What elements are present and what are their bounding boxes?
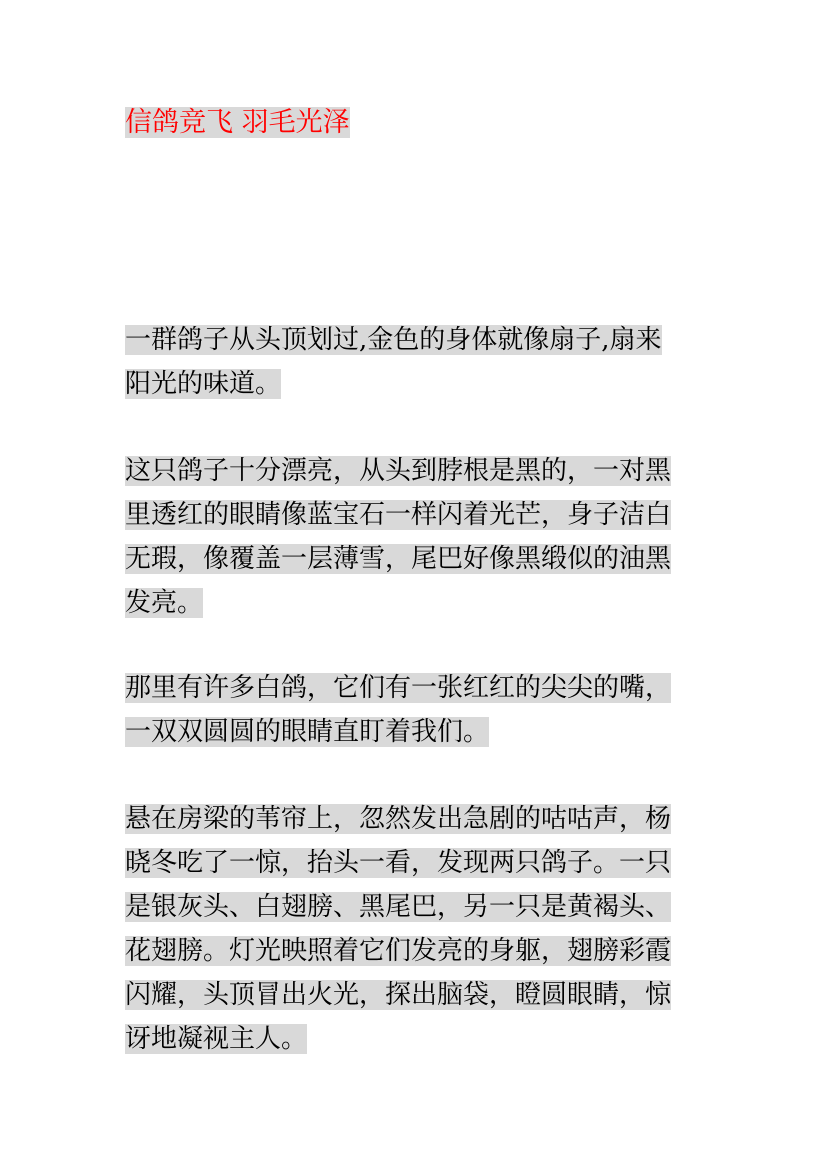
- paragraph-line: 阳光的味道。: [125, 369, 282, 399]
- paragraph-line: 花翅膀。灯光映照着它们发亮的身躯，翅膀彩霞: [125, 936, 672, 966]
- paragraph-line: 那里有许多白鸽，它们有一张红红的尖尖的嘴，: [125, 673, 672, 703]
- paragraph-line: 一双双圆圆的眼睛直盯着我们。: [125, 717, 490, 747]
- paragraph-line: 一群鸽子从头顶划过,金色的身体就像扇子,扇来: [125, 325, 662, 355]
- paragraph-2: [125, 449, 705, 625]
- document-title: [125, 104, 350, 142]
- title-text: 信鸽竞飞 羽毛光泽: [125, 107, 350, 138]
- paragraph-3: [125, 666, 705, 754]
- paragraph-4: [125, 797, 705, 1061]
- paragraph-line: 讶地凝视主人。: [125, 1024, 308, 1054]
- paragraph-line: 晓冬吃了一惊，抬头一看，发现两只鸽子。一只: [125, 848, 672, 878]
- paragraph-line: 是银灰头、白翅膀、黑尾巴，另一只是黄褐头、: [125, 892, 672, 922]
- paragraph-line: 里透红的眼睛像蓝宝石一样闪着光芒，身子洁白: [125, 500, 672, 530]
- paragraph-1: [125, 318, 705, 406]
- paragraph-line: 无瑕，像覆盖一层薄雪，尾巴好像黑缎似的油黑: [125, 544, 672, 574]
- paragraph-line: 这只鸽子十分漂亮，从头到脖根是黑的，一对黑: [125, 456, 672, 486]
- paragraph-line: 闪耀，头顶冒出火光，探出脑袋，瞪圆眼睛，惊: [125, 980, 672, 1010]
- paragraph-line: 悬在房梁的苇帘上，忽然发出急剧的咕咕声，杨: [125, 804, 672, 834]
- paragraph-line: 发亮。: [125, 588, 204, 618]
